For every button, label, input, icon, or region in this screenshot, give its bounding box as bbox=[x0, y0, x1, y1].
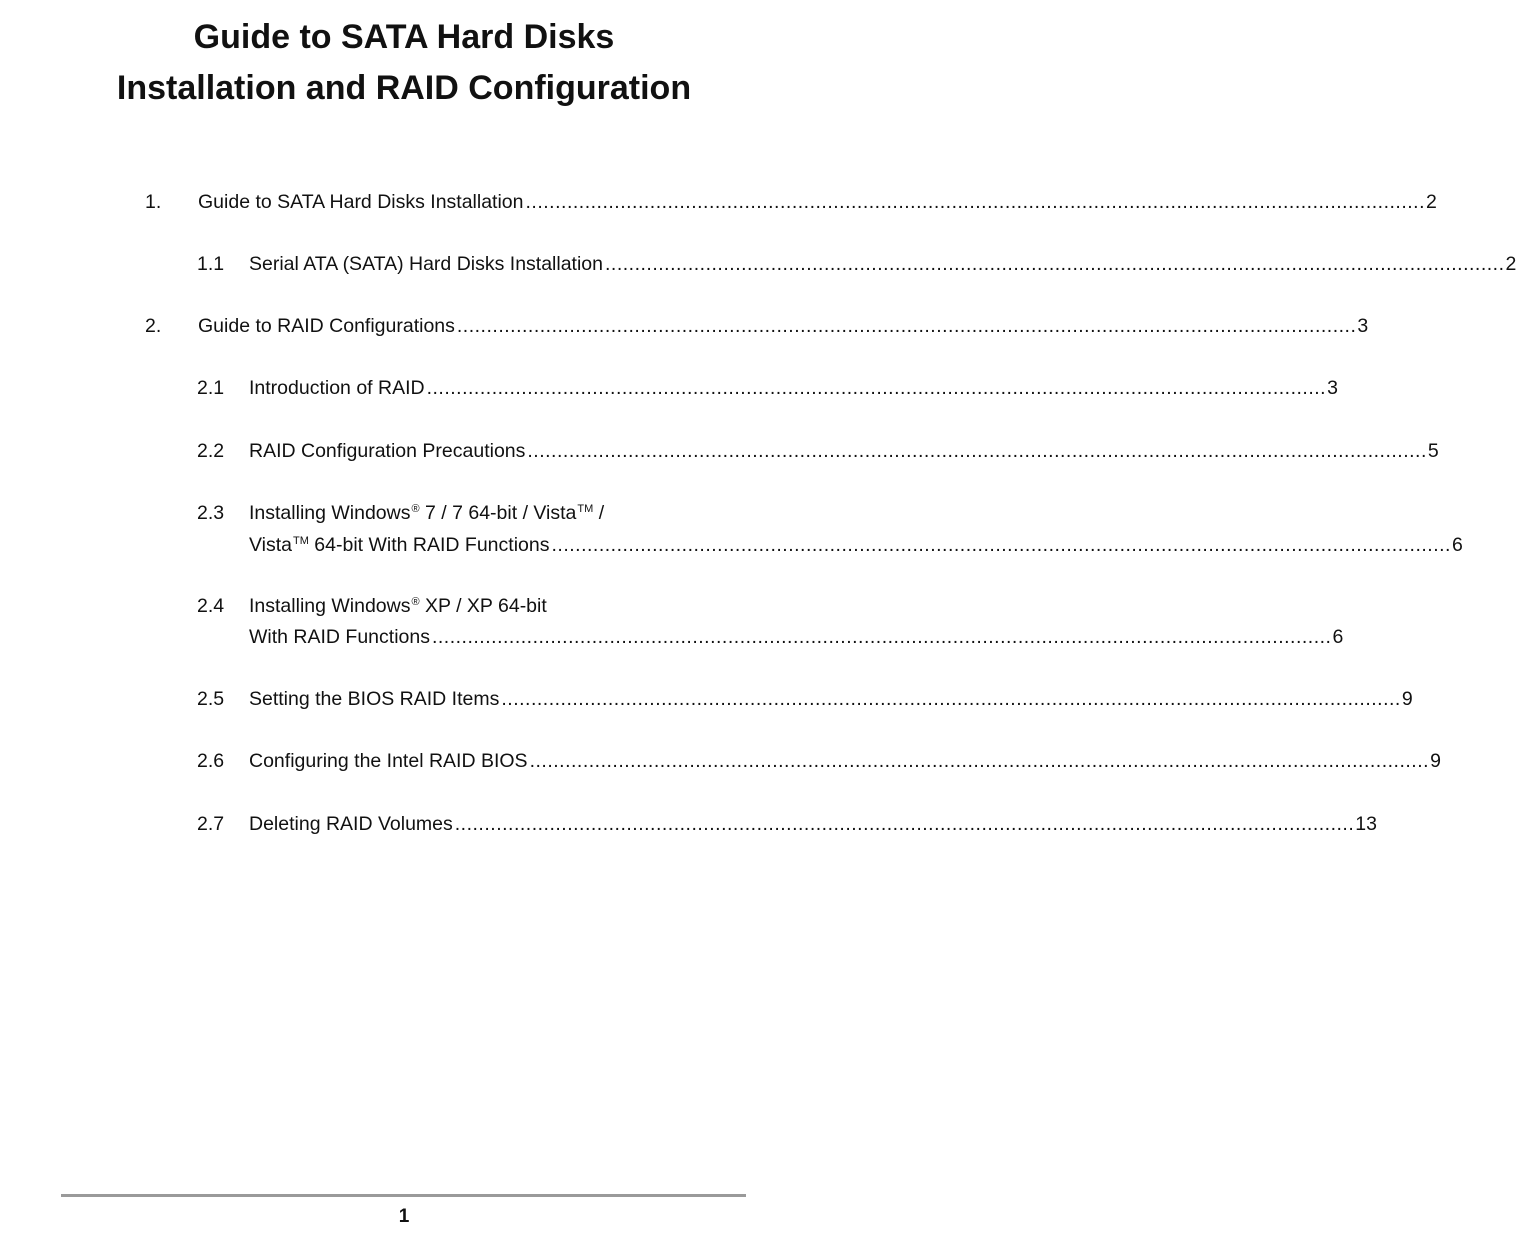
toc-leader-dots: ........................................................................................................................................................ bbox=[605, 253, 1505, 275]
toc-number: 2.5 bbox=[197, 688, 225, 710]
toc-page-number: 9 bbox=[1401, 688, 1413, 710]
toc-number: 2.1 bbox=[197, 377, 225, 399]
toc-title-segment: Installing Windows bbox=[249, 502, 411, 524]
toc-page-number: 9 bbox=[1430, 750, 1441, 772]
toc-title: Serial ATA (SATA) Hard Disks Installation bbox=[249, 253, 603, 275]
toc-leader-dots: ........................................................................................................................................................ bbox=[431, 626, 1332, 648]
toc-title: RAID Configuration Precautions bbox=[249, 440, 526, 462]
document-title-line-2: Installation and RAID Configuration bbox=[116, 69, 692, 107]
toc-number: 2.6 bbox=[197, 750, 225, 772]
toc-line bbox=[249, 813, 1377, 835]
toc-entry-2-3[interactable] bbox=[197, 502, 1463, 556]
toc-title-segment: 7 / 7 64-bit / Vista bbox=[419, 502, 577, 524]
toc-number: 2.7 bbox=[197, 813, 225, 835]
toc-leader-dots: ........................................................................................................................................................ bbox=[454, 813, 1355, 835]
toc-title-segment: Installing Windows bbox=[249, 595, 411, 617]
document-title-line-1: Guide to SATA Hard Disks bbox=[193, 18, 615, 56]
toc-page-number: 2 bbox=[1426, 191, 1437, 213]
toc-page-number: 2 bbox=[1505, 253, 1516, 275]
toc-leader-dots: ........................................................................................................................................................ bbox=[426, 377, 1327, 399]
toc-page-number: 3 bbox=[1327, 377, 1338, 399]
toc-title: Configuring the Intel RAID BIOS bbox=[249, 750, 528, 772]
toc-page-number: 13 bbox=[1355, 813, 1377, 835]
toc-line bbox=[249, 440, 1439, 462]
toc-line bbox=[198, 315, 1369, 337]
toc-title-segment: XP / XP 64-bit bbox=[419, 595, 547, 617]
toc-number: 1. bbox=[145, 191, 162, 213]
toc-leader-dots: ........................................................................................................................................................ bbox=[501, 688, 1401, 710]
toc-line bbox=[249, 253, 1516, 275]
toc-line-first bbox=[249, 595, 734, 617]
toc-title-part bbox=[249, 502, 604, 524]
toc-number: 1.1 bbox=[197, 253, 225, 275]
toc-title: Deleting RAID Volumes bbox=[249, 813, 453, 835]
registered-mark: ® bbox=[411, 502, 420, 515]
toc-entry-2-2[interactable] bbox=[197, 440, 1439, 462]
toc-title: Guide to RAID Configurations bbox=[198, 315, 455, 337]
toc-entry-2-1[interactable] bbox=[197, 377, 1338, 399]
toc-line bbox=[249, 688, 1413, 710]
toc-entry-1-1[interactable] bbox=[197, 253, 1516, 275]
toc-page-number: 5 bbox=[1427, 440, 1439, 462]
toc-title: Introduction of RAID bbox=[249, 377, 425, 399]
toc-line-first bbox=[249, 502, 734, 524]
trademark-mark: TM bbox=[293, 534, 309, 547]
toc-number: 2.2 bbox=[197, 440, 225, 462]
toc-title: Setting the BIOS RAID Items bbox=[249, 688, 500, 710]
toc-number: 2. bbox=[145, 315, 162, 337]
trademark-mark: TM bbox=[577, 502, 594, 515]
toc-entry-2[interactable] bbox=[145, 315, 1369, 337]
toc-title-segment: 64-bit With RAID Functions bbox=[308, 534, 550, 556]
footer-divider bbox=[61, 1194, 746, 1197]
toc-number: 2.3 bbox=[197, 502, 225, 524]
toc-title-part bbox=[249, 595, 547, 617]
toc-title-part bbox=[249, 534, 549, 556]
toc-line bbox=[249, 750, 1441, 772]
toc-leader-dots: ........................................................................................................................................................ bbox=[529, 750, 1430, 772]
toc-leader-dots: ........................................................................................................................................................ bbox=[456, 315, 1357, 337]
toc-leader-dots: ........................................................................................................................................................ bbox=[551, 534, 1451, 556]
toc-title: Guide to SATA Hard Disks Installation bbox=[198, 191, 524, 213]
toc-number: 2.4 bbox=[197, 595, 225, 617]
toc-entry-2-6[interactable] bbox=[197, 750, 1441, 772]
toc-line-second bbox=[249, 534, 1463, 556]
toc-title-segment: / bbox=[593, 502, 605, 524]
toc-line bbox=[198, 191, 1437, 213]
toc-entry-2-4[interactable] bbox=[197, 595, 1344, 649]
toc-title-part: With RAID Functions bbox=[249, 626, 430, 648]
page-number: 1 bbox=[398, 1206, 410, 1227]
toc-line bbox=[249, 377, 1338, 399]
toc-leader-dots: ........................................................................................................................................................ bbox=[525, 191, 1426, 213]
toc-line-second bbox=[249, 626, 1344, 648]
toc-entry-2-5[interactable] bbox=[197, 688, 1413, 710]
registered-mark: ® bbox=[411, 595, 420, 608]
toc-entry-1[interactable] bbox=[145, 191, 1437, 213]
toc-title-segment: Vista bbox=[249, 534, 292, 556]
toc-page-number: 6 bbox=[1332, 626, 1344, 648]
toc-page-number: 6 bbox=[1451, 534, 1463, 556]
toc-entry-2-7[interactable] bbox=[197, 813, 1377, 835]
toc-leader-dots: ........................................................................................................................................................ bbox=[527, 440, 1427, 462]
toc-page-number: 3 bbox=[1357, 315, 1369, 337]
